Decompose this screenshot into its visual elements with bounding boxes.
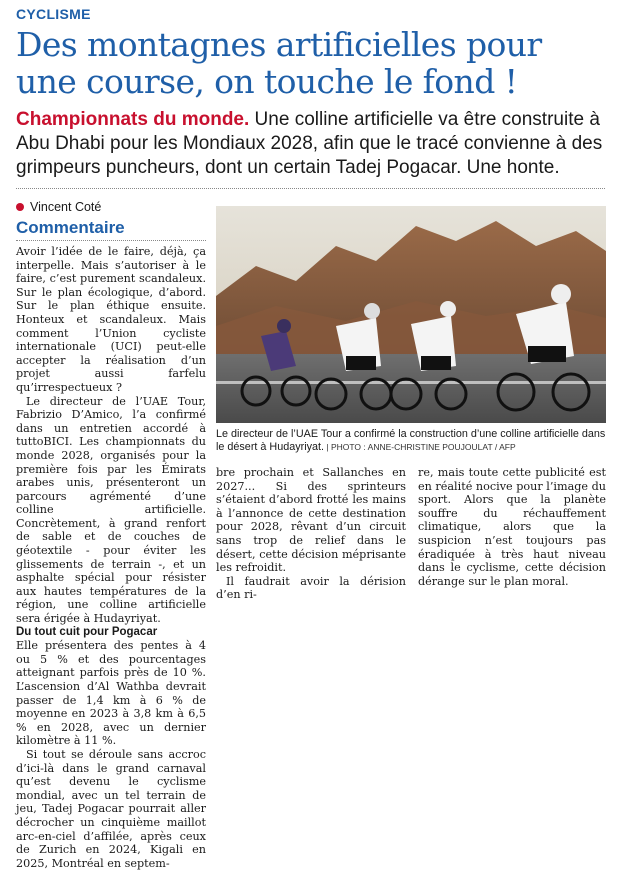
section-label: Commentaire: [16, 218, 125, 237]
rubric: CYCLISME: [16, 6, 91, 22]
bullet-icon: [16, 203, 24, 211]
subheading: Du tout cuit pour Pogacar: [16, 625, 158, 638]
divider: [16, 240, 206, 241]
paragraph: Il faudrait avoir la dérision d’en ri-: [216, 574, 406, 602]
divider: [16, 188, 605, 189]
photo-credit: | PHOTO : ANNE-CHRISTINE POUJOULAT / AFP: [324, 442, 516, 452]
cyclists-photo-image: [216, 206, 606, 423]
paragraph: re, mais toute cette publicité est en réalité nocive pour l’image du sport. Alors que la planète souffre du réchauffement climatique, alors que la suspicion n’est toujours pas éradiquée à très haut niveau dans le cyclisme, cette décision dérange sur le plan moral.: [418, 466, 606, 588]
column-1: [16, 245, 206, 870]
column-2: [216, 466, 406, 602]
standfirst-text: Une colline artificielle va être construite à Abu Dhabi pour les Mondiaux 2028, afin que le tracé convienne à des grimpeurs puncheurs, dont un certain Tadej Pogacar. Une honte.: [16, 109, 603, 178]
caption-text: Le directeur de l’UAE Tour a confirmé la construction d’une colline artificielle dans le désert à Hudayriyat.: [216, 428, 606, 453]
paragraph: Si tout se déroule sans accroc d’ici-là dans le grand carnaval qu’est devenu le cyclisme mondial, avec un tel terrain de jeu, Tadej Pogacar pourrait aller décrocher un cinquième maillot arc-en-ciel d’affilée, après ceux de Zurich en 2024, Kigali en 2025, Montréal en septem-: [16, 747, 206, 870]
paragraph: Le directeur de l’UAE Tour, Fabrizio D’Amico, l’a confirmé dans un entretien accordé à tuttoBICI. Les championnats du monde 2028, organisés pour la première fois par les Émirats arabes unis, présenteront un parcours agrémenté d’une colline artificielle. Concrètement, à grand renfort de sable et de couches de géotextile - pour éviter les glissements de terrain -, et un asphalte spécial pour résister aux hautes températures de la région, une colline artificielle sera érigée à Hudayriyat.: [16, 394, 206, 626]
column-3: [418, 466, 606, 588]
byline: [16, 200, 101, 214]
paragraph: Avoir l’idée de le faire, déjà, ça interpelle. Mais s’autoriser à le faire, c’est purement scandaleux. Sur le plan écologique, d’abord. Sur le plan éthique ensuite. Honteux et scandaleux. Mais comment l’Union cycliste internationale (UCI) peut-elle accepter la réalisation d’un projet aussi farfelu qu’irrespectueux ?: [16, 245, 206, 394]
standfirst-kicker: Championnats du monde.: [16, 109, 250, 130]
standfirst: [16, 108, 611, 180]
article-photo: [216, 206, 606, 423]
headline: Des montagnes artificielles pour une course, on touche le fond !: [16, 25, 542, 101]
paragraph: Elle présentera des pentes à 4 ou 5 % et des pourcentages atteignant parfois près de 10 %. L’ascension d’Al Wathba devrait passer de 1,4 km à 6 % de moyenne en 2023 à 3,8 km à 6,5 % en 2028, avec un dernier kilomètre à 11 %.: [16, 639, 206, 748]
paragraph: bre prochain et Sallanches en 2027... Si des sprinteurs s’étaient d’abord frotté les mains à l’annonce de cette destination pour 2028, rêvant d’un circuit sans trop de relief dans le désert, cette décision méprisante les refroidit.: [216, 466, 406, 575]
photo-caption: [216, 428, 606, 454]
author-name: Vincent Coté: [30, 200, 102, 214]
